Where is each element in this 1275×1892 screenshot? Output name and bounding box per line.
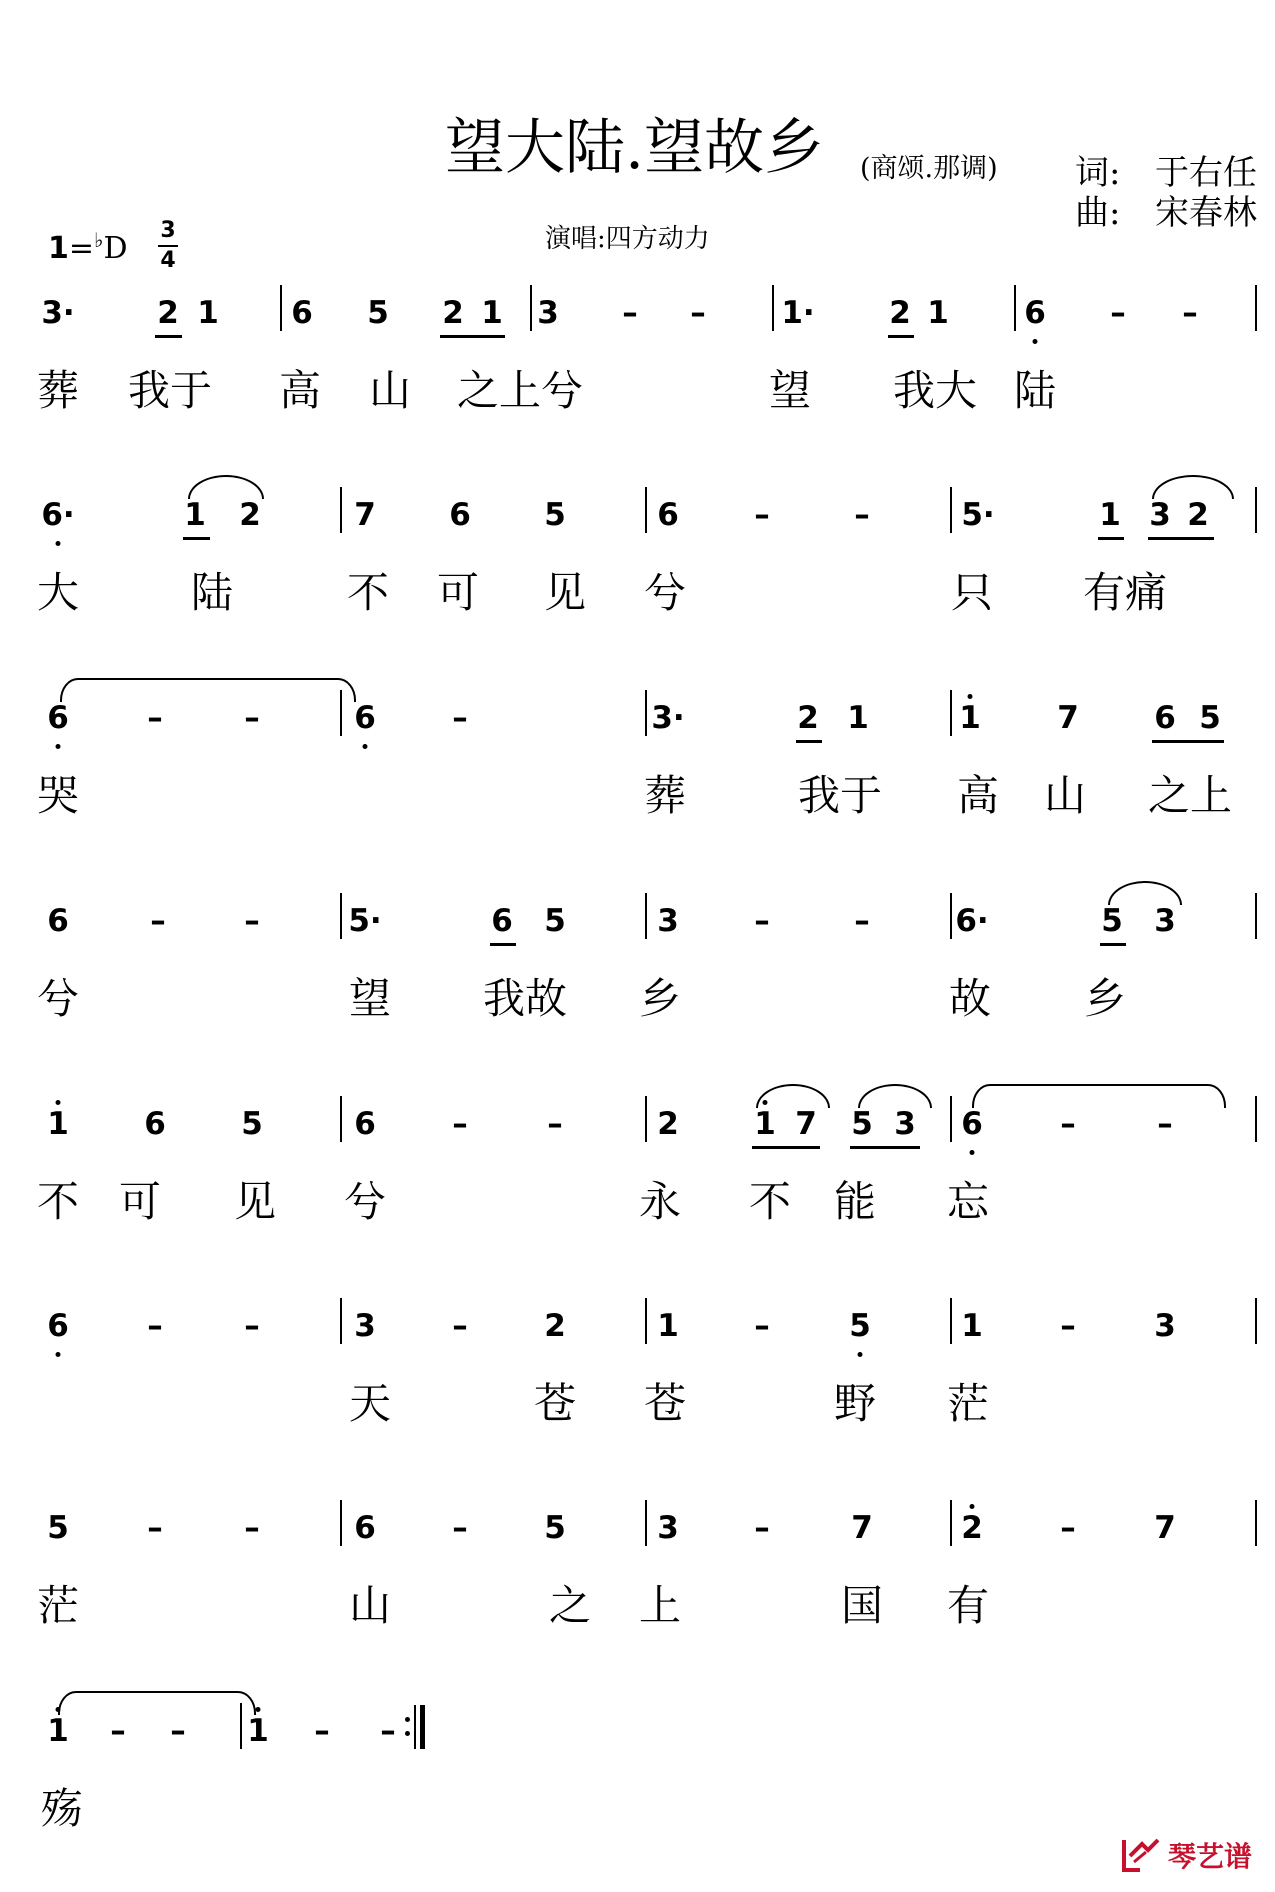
score-system xyxy=(0,1713,1275,1833)
note-token: 3 xyxy=(1154,1308,1176,1344)
song-title: 望大陆.望故乡 xyxy=(445,113,825,183)
lyric-syllable: 我于 xyxy=(797,771,883,820)
lyric-syllable: 有痛 xyxy=(1082,568,1168,617)
note-token: 3· xyxy=(41,295,75,331)
note-token: 5 xyxy=(544,497,566,533)
barline xyxy=(530,285,532,331)
time-top: 3 xyxy=(160,218,176,243)
barline xyxy=(772,285,774,331)
upper-octave-dot xyxy=(256,1707,261,1712)
dash-token: – xyxy=(452,1308,468,1344)
lyric-syllable: 茫 xyxy=(36,1581,80,1630)
dash-token: – xyxy=(314,1713,330,1749)
lyric-syllable: 苍 xyxy=(533,1379,577,1428)
note-token: 1 xyxy=(961,1308,983,1344)
barline xyxy=(1255,487,1257,533)
lyric-syllable: 之 xyxy=(548,1581,592,1630)
dash-token: – xyxy=(150,903,166,939)
eighth-underline xyxy=(1152,740,1224,743)
note-token: 2 xyxy=(889,295,911,331)
note-token: 6 xyxy=(657,497,679,533)
eighth-underline xyxy=(155,335,182,338)
key-one: 1 xyxy=(48,231,69,266)
eighth-underline xyxy=(888,335,914,338)
lyric-syllable: 山 xyxy=(348,1581,392,1630)
lyric-syllable: 故 xyxy=(948,974,992,1023)
dash-token: – xyxy=(1060,1106,1076,1142)
note-token: 5 xyxy=(849,1308,871,1344)
note-token: 7 xyxy=(1154,1510,1176,1546)
note-token: 3 xyxy=(657,1510,679,1546)
slur-arc xyxy=(756,1084,830,1108)
note-token: 7 xyxy=(851,1510,873,1546)
lyric-syllable: 哭 xyxy=(36,771,80,820)
note-token: 6· xyxy=(955,903,989,939)
barline xyxy=(645,690,647,736)
note-token: 6 xyxy=(1154,700,1176,736)
barline xyxy=(340,487,342,533)
dash-token: – xyxy=(854,497,870,533)
lyric-syllable: 我于 xyxy=(127,366,213,415)
dash-token: – xyxy=(754,903,770,939)
lyric-syllable: 天 xyxy=(348,1379,392,1428)
slur-arc xyxy=(1152,475,1234,499)
note-token: 1· xyxy=(781,295,815,331)
dash-token: – xyxy=(690,295,706,331)
lyric-syllable: 不 xyxy=(346,568,390,617)
note-token: 5 xyxy=(544,1510,566,1546)
lyric-syllable: 我故 xyxy=(482,974,568,1023)
lyric-syllable: 不 xyxy=(748,1177,792,1226)
dash-token: – xyxy=(1157,1106,1173,1142)
flat-icon: ♭ xyxy=(94,228,104,252)
note-token: 5 xyxy=(1101,903,1123,939)
tie-arc xyxy=(972,1084,1226,1108)
barline xyxy=(340,1096,342,1142)
note-token: 6 xyxy=(144,1106,166,1142)
eighth-underline xyxy=(1098,537,1124,540)
dash-token: – xyxy=(147,1510,163,1546)
score-system xyxy=(0,295,1275,415)
lower-octave-dot xyxy=(1033,339,1038,344)
lyric-syllable: 殇 xyxy=(40,1784,84,1833)
note-token: 2 xyxy=(1187,497,1209,533)
note-token: 6 xyxy=(354,1106,376,1142)
slur-arc xyxy=(1108,881,1182,905)
dash-token: – xyxy=(244,700,260,736)
lyric-syllable: 山 xyxy=(1043,771,1087,820)
note-token: 1 xyxy=(184,497,206,533)
barline xyxy=(1014,285,1016,331)
note-token: 6 xyxy=(47,903,69,939)
score-system xyxy=(0,903,1275,1023)
dash-token: – xyxy=(147,700,163,736)
lyric-syllable: 可 xyxy=(118,1177,162,1226)
performer-credit: 演唱:四方动力 xyxy=(545,224,710,254)
barline xyxy=(340,1500,342,1546)
note-token: 6 xyxy=(47,700,69,736)
lyric-syllable: 兮 xyxy=(643,568,687,617)
lyric-syllable: 忘 xyxy=(946,1177,990,1226)
note-token: 7 xyxy=(354,497,376,533)
note-token: 3 xyxy=(537,295,559,331)
note-token: 6 xyxy=(291,295,313,331)
barline xyxy=(645,893,647,939)
barline xyxy=(950,893,952,939)
note-token: 3· xyxy=(651,700,685,736)
dash-token: – xyxy=(547,1106,563,1142)
note-token: 6 xyxy=(1024,295,1046,331)
score-system xyxy=(0,1106,1275,1226)
dash-token: – xyxy=(854,903,870,939)
lyric-syllable: 只 xyxy=(950,568,994,617)
barline xyxy=(950,1096,952,1142)
composer-label: 曲: xyxy=(1075,193,1121,233)
note-token: 5 xyxy=(367,295,389,331)
note-token: 3 xyxy=(1154,903,1176,939)
dash-token: – xyxy=(244,903,260,939)
eighth-underline xyxy=(1100,943,1126,946)
barline xyxy=(645,487,647,533)
note-token: 6 xyxy=(354,1510,376,1546)
score-system xyxy=(0,700,1275,820)
note-token: 2 xyxy=(961,1510,983,1546)
dash-token: – xyxy=(244,1308,260,1344)
lyric-syllable: 茫 xyxy=(946,1379,990,1428)
eighth-underline xyxy=(440,335,505,338)
lyric-syllable: 乡 xyxy=(1083,974,1127,1023)
composer-name: 宋春林 xyxy=(1155,193,1257,233)
lower-octave-dot xyxy=(970,1150,975,1155)
note-token: 6· xyxy=(41,497,75,533)
lyric-syllable: 永 xyxy=(638,1177,682,1226)
note-token: 2 xyxy=(442,295,464,331)
lyric-syllable: 见 xyxy=(233,1177,277,1226)
note-token: 1 xyxy=(47,1106,69,1142)
time-signature xyxy=(158,218,178,274)
barline xyxy=(1255,285,1257,331)
lower-octave-dot xyxy=(56,541,61,546)
note-token: 5 xyxy=(1199,700,1221,736)
note-token: 1 xyxy=(481,295,503,331)
eighth-underline xyxy=(183,537,210,540)
slur-arc xyxy=(188,475,264,499)
lyricist-label: 词: xyxy=(1075,153,1121,193)
key-note: D xyxy=(103,231,128,266)
song-subtitle: (商颂.那调) xyxy=(860,153,998,184)
note-token: 1 xyxy=(657,1308,679,1344)
upper-octave-dot xyxy=(56,1100,61,1105)
lyric-syllable: 陆 xyxy=(1013,366,1057,415)
dash-token: – xyxy=(754,1308,770,1344)
upper-octave-dot xyxy=(970,1504,975,1509)
lyric-syllable: 野 xyxy=(833,1379,877,1428)
barline xyxy=(950,1298,952,1344)
lyric-syllable: 能 xyxy=(833,1177,877,1226)
note-token: 6 xyxy=(449,497,471,533)
watermark-logo xyxy=(1120,1835,1252,1875)
dash-token: – xyxy=(110,1713,126,1749)
key-signature xyxy=(48,228,128,266)
eighth-underline xyxy=(850,1146,920,1149)
note-token: 1 xyxy=(754,1106,776,1142)
barline xyxy=(280,285,282,331)
note-token: 5 xyxy=(544,903,566,939)
score-system xyxy=(0,1308,1275,1428)
watermark-text: 琴艺谱 xyxy=(1168,1840,1253,1873)
lyric-syllable: 国 xyxy=(840,1581,884,1630)
dash-token: – xyxy=(754,1510,770,1546)
barline xyxy=(950,487,952,533)
barline xyxy=(950,1500,952,1546)
lower-octave-dot xyxy=(363,744,368,749)
lyricist-name: 于右任 xyxy=(1155,153,1257,193)
dash-token: – xyxy=(147,1308,163,1344)
lyric-syllable: 葬 xyxy=(643,771,687,820)
key-equals: = xyxy=(68,231,95,266)
dash-token: – xyxy=(1182,295,1198,331)
lyric-syllable: 见 xyxy=(543,568,587,617)
barline xyxy=(645,1500,647,1546)
lower-octave-dot xyxy=(56,1352,61,1357)
note-token: 1 xyxy=(47,1713,69,1749)
dash-token: – xyxy=(170,1713,186,1749)
dash-token: – xyxy=(380,1713,396,1749)
note-token: 1 xyxy=(197,295,219,331)
score-system xyxy=(0,1510,1275,1630)
note-token: 3 xyxy=(1149,497,1171,533)
note-token: 5 xyxy=(851,1106,873,1142)
eighth-underline xyxy=(1148,537,1214,540)
lyric-syllable: 兮 xyxy=(343,1177,387,1226)
tie-arc xyxy=(58,1691,256,1715)
lyric-syllable: 之上兮 xyxy=(456,366,584,415)
tie-arc xyxy=(60,678,356,702)
lyric-syllable: 高 xyxy=(278,366,322,415)
lyric-syllable: 葬 xyxy=(36,366,80,415)
lyric-syllable: 上 xyxy=(638,1581,682,1630)
note-token: 1 xyxy=(847,700,869,736)
barline xyxy=(340,1298,342,1344)
eighth-underline xyxy=(752,1146,820,1149)
note-token: 3 xyxy=(894,1106,916,1142)
note-token: 6 xyxy=(961,1106,983,1142)
note-token: 2 xyxy=(157,295,179,331)
barline xyxy=(950,690,952,736)
dash-token: – xyxy=(1060,1308,1076,1344)
note-token: 2 xyxy=(544,1308,566,1344)
dash-token: – xyxy=(452,1510,468,1546)
lyric-syllable: 苍 xyxy=(643,1379,687,1428)
lyric-syllable: 可 xyxy=(436,568,480,617)
eighth-underline xyxy=(490,943,516,946)
lower-octave-dot xyxy=(858,1352,863,1357)
slur-arc xyxy=(858,1084,932,1108)
upper-octave-dot xyxy=(968,694,973,699)
note-token: 5· xyxy=(348,903,382,939)
dash-token: – xyxy=(1110,295,1126,331)
dash-token: – xyxy=(1060,1510,1076,1546)
note-token: 1 xyxy=(1099,497,1121,533)
dash-token: – xyxy=(452,1106,468,1142)
dash-token: – xyxy=(622,295,638,331)
lyric-syllable: 兮 xyxy=(36,974,80,1023)
note-token: 5 xyxy=(47,1510,69,1546)
time-bottom: 4 xyxy=(160,248,176,273)
note-token: 2 xyxy=(797,700,819,736)
dash-token: – xyxy=(244,1510,260,1546)
note-token: 1 xyxy=(247,1713,269,1749)
note-token: 6 xyxy=(491,903,513,939)
barline xyxy=(1255,1298,1257,1344)
barline xyxy=(340,893,342,939)
lyric-syllable: 有 xyxy=(946,1581,990,1630)
note-token: 2 xyxy=(657,1106,679,1142)
lyric-syllable: 高 xyxy=(956,771,1000,820)
lyric-syllable: 大 xyxy=(36,568,80,617)
barline xyxy=(1255,893,1257,939)
eighth-underline xyxy=(796,740,822,743)
score-system xyxy=(0,497,1275,617)
note-token: 3 xyxy=(657,903,679,939)
lyric-syllable: 乡 xyxy=(638,974,682,1023)
note-token: 1 xyxy=(959,700,981,736)
lyric-syllable: 不 xyxy=(36,1177,80,1226)
barline xyxy=(1255,1500,1257,1546)
barline xyxy=(1255,1096,1257,1142)
note-token: 3 xyxy=(354,1308,376,1344)
barline xyxy=(645,1298,647,1344)
barline xyxy=(645,1096,647,1142)
note-token: 7 xyxy=(795,1106,817,1142)
note-token: 5 xyxy=(241,1106,263,1142)
note-token: 6 xyxy=(47,1308,69,1344)
dash-token: – xyxy=(452,700,468,736)
lyric-syllable: 我大 xyxy=(892,366,978,415)
lyric-syllable: 望 xyxy=(348,974,392,1023)
lyric-syllable: 望 xyxy=(768,366,812,415)
note-token: 5· xyxy=(961,497,995,533)
lyric-syllable: 山 xyxy=(368,366,412,415)
lower-octave-dot xyxy=(56,744,61,749)
lyric-syllable: 之上 xyxy=(1147,771,1233,820)
note-token: 7 xyxy=(1057,700,1079,736)
note-token: 2 xyxy=(239,497,261,533)
dash-token: – xyxy=(754,497,770,533)
note-token: 6 xyxy=(354,700,376,736)
logo-icon xyxy=(1120,1836,1162,1874)
lyric-syllable: 陆 xyxy=(190,568,234,617)
note-token: 1 xyxy=(927,295,949,331)
